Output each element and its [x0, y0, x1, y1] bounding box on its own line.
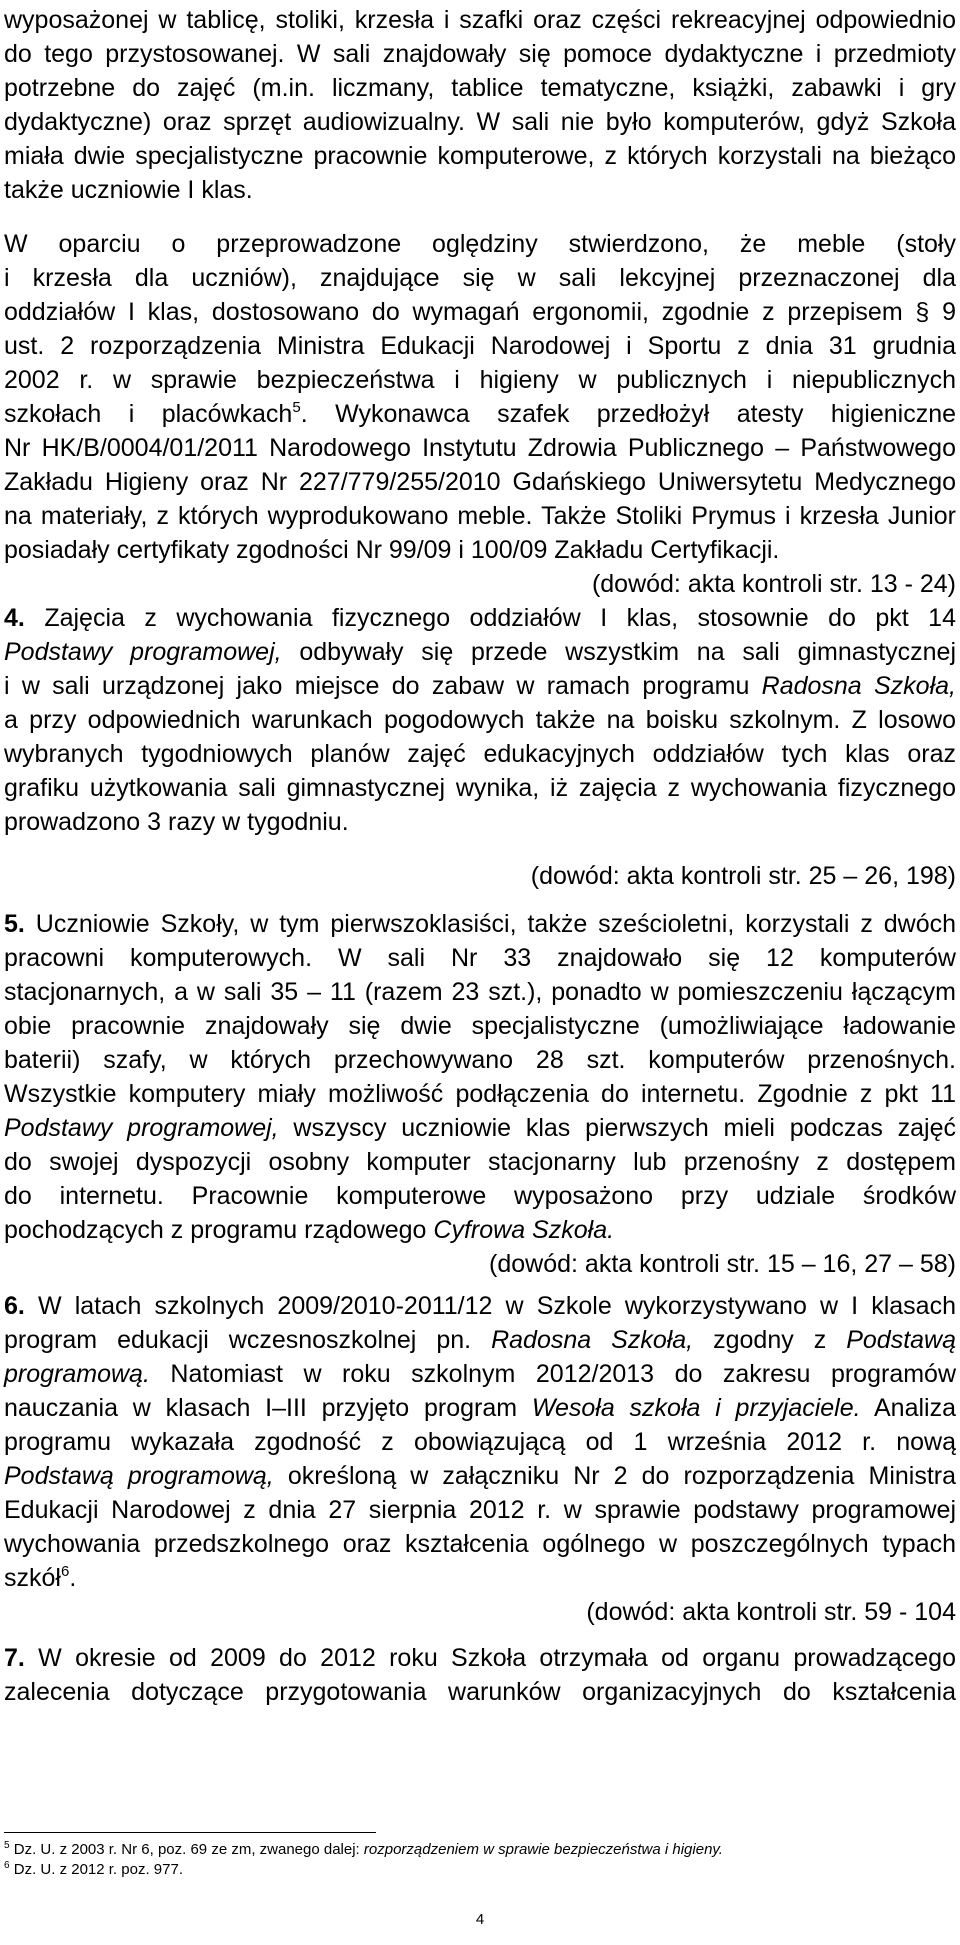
footnote-italic: rozporządzeniem w sprawie bezpieczeństwa i higieny.	[363, 1841, 723, 1858]
section-number: 7.	[4, 1644, 25, 1672]
text-span: Natomiast w roku szkolnym 2012/2013 do zakresu programów	[149, 1360, 956, 1388]
text-span: . Wykonawca szafek przedłożył atesty higieniczne	[300, 400, 956, 428]
text-italic: Wesoła szkoła i przyjaciele.	[531, 1394, 861, 1422]
text-line: ust. 2 rozporządzenia Ministra Edukacji Narodowej i Sportu z dnia 31 grudnia	[4, 332, 956, 360]
evidence-reference: (dowód: akta kontroli str. 13 - 24)	[591, 570, 956, 598]
text-span: Uczniowie Szkoły, w tym pierwszoklasiści, także sześcioletni, korzystali z dwóch	[24, 910, 956, 938]
text-span: pochodzących z programu rządowego	[4, 1216, 434, 1244]
text-line: także uczniowie I klas.	[4, 176, 253, 204]
text-italic: Podstawy programowej,	[4, 638, 282, 666]
text-line: 2002 r. w sprawie bezpieczeństwa i higieny w publicznych i niepublicznych	[4, 366, 956, 394]
text-line: do internetu. Pracownie komputerowe wyposażono przy udziale środków	[4, 1182, 956, 1210]
text-line: Wszystkie komputery miały możliwość podłączenia do internetu. Zgodnie z pkt 11	[4, 1080, 956, 1108]
text-span: program edukacji wczesnoszkolnej pn.	[4, 1326, 492, 1354]
footnote-text: Dz. U. z 2003 r. Nr 6, poz. 69 ze zm, zwanego dalej:	[9, 1841, 364, 1858]
text-italic: Podstawą	[846, 1326, 957, 1354]
text-span: W okresie od 2009 do 2012 roku Szkoła otrzymała od organu prowadzącego	[24, 1644, 956, 1672]
evidence-reference: (dowód: akta kontroli str. 59 - 104	[586, 1598, 956, 1626]
text-line: wychowania przedszkolnego oraz kształcenia ogólnego w poszczególnych typach	[4, 1530, 956, 1558]
footnote-ref-5: 5	[292, 399, 301, 416]
text-line: W oparciu o przeprowadzone oględziny stwierdzono, że meble (stoły	[4, 230, 956, 258]
footnote-text: Dz. U. z 2012 r. poz. 977.	[9, 1861, 183, 1878]
footnote-mark: 6	[4, 1860, 10, 1871]
text-line: obie pracownie znajdowały się dwie specjalistyczne (umożliwiające ładowanie	[4, 1012, 956, 1040]
section-number: 4.	[4, 604, 25, 632]
footnote-5	[4, 1840, 723, 1860]
text-line: pracowni komputerowych. W sali Nr 33 znajdowało się 12 komputerów	[4, 944, 956, 972]
text-line: stacjonarnych, a w sali 35 – 11 (razem 23 szt.), ponadto w pomieszczeniu łączącym	[4, 978, 956, 1006]
text-italic: Podstawą programową,	[4, 1462, 274, 1490]
section-number: 6.	[4, 1292, 25, 1320]
footnote-6	[4, 1860, 183, 1880]
text-line: Zakładu Higieny oraz Nr 227/779/255/2010 Gdańskiego Uniwersytetu Medycznego	[4, 468, 956, 496]
text-span: Zajęcia z wychowania fizycznego oddziałów I klas, stosownie do pkt 14	[24, 604, 956, 632]
text-line: dydaktyczne) oraz sprzęt audiowizualny. W sali nie było komputerów, gdyż Szkoła	[4, 108, 956, 136]
text-span: W latach szkolnych 2009/2010-2011/12 w Szkole wykorzystywano w I klasach	[24, 1292, 956, 1320]
text-line: i krzesła dla uczniów), znajdujące się w sali lekcyjnej przeznaczonej dla	[4, 264, 956, 292]
footnote-mark: 5	[4, 1840, 10, 1851]
text-line: a przy odpowiednich warunkach pogodowych także na boisku szkolnym. Z losowo	[4, 706, 956, 734]
text-italic: Cyfrowa Szkoła.	[433, 1216, 615, 1244]
text-line: grafiku użytkowania sali gimnastycznej wynika, iż zajęcia z wychowania fizycznego	[4, 774, 956, 802]
text-line: oddziałów I klas, dostosowano do wymagań ergonomii, zgodnie z przepisem § 9	[4, 298, 956, 326]
text-span: .	[69, 1564, 77, 1592]
text-line: posiadały certyfikaty zgodności Nr 99/09 i 100/09 Zakładu Certyfikacji.	[4, 536, 780, 564]
text-line: wyposażonej w tablicę, stoliki, krzesła i szafki oraz części rekreacyjnej odpowiednio	[4, 6, 956, 34]
text-line: prowadzono 3 razy w tygodniu.	[4, 808, 349, 836]
text-line: potrzebne do zajęć (m.in. liczmany, tablice tematyczne, książki, zabawki i gry	[4, 74, 956, 102]
text-line: Edukacji Narodowej z dnia 27 sierpnia 2012 r. w sprawie podstawy programowej	[4, 1496, 956, 1524]
text-line: zalecenia dotyczące przygotowania warunków organizacyjnych do kształcenia	[4, 1678, 956, 1706]
text-line: programu wykazała zgodność z obowiązującą od 1 września 2012 r. nową	[4, 1428, 956, 1456]
text-span: określoną w załączniku Nr 2 do rozporządzenia Ministra	[273, 1462, 957, 1490]
footnote-ref-6: 6	[60, 1563, 70, 1580]
text-line: na materiały, z których wyprodukowano meble. Także Stoliki Prymus i krzesła Junior	[4, 502, 956, 530]
text-span: nauczania w klasach I–III przyjęto program	[4, 1394, 532, 1422]
page-number: 4	[475, 1911, 485, 1928]
footnote-divider	[4, 1832, 376, 1833]
text-line: miała dwie specjalistyczne pracownie komputerowe, z których korzystali na bieżąco	[4, 142, 956, 170]
text-span: Analiza	[860, 1394, 956, 1422]
text-italic: programową.	[4, 1360, 150, 1388]
text-span: szkołach i placówkach	[4, 400, 293, 428]
text-line: wybranych tygodniowych planów zajęć edukacyjnych oddziałów tych klas oraz	[4, 740, 956, 768]
text-line: do swojej dyspozycji osobny komputer stacjonarny lub przenośny z dostępem	[4, 1148, 956, 1176]
text-line: do tego przystosowanej. W sali znajdowały się pomoce dydaktyczne i przedmioty	[4, 40, 956, 68]
section-number: 5.	[4, 910, 25, 938]
text-span: i w sali urządzonej jako miejsce do zabaw w ramach programu	[4, 672, 762, 700]
text-line: baterii) szafy, w których przechowywano 28 szt. komputerów przenośnych.	[4, 1046, 956, 1074]
text-italic: Podstawy programowej,	[4, 1114, 279, 1142]
text-span: wszyscy uczniowie klas pierwszych mieli podczas zajęć	[278, 1114, 956, 1142]
text-span: odbywały się przede wszystkim na sali gimnastycznej	[281, 638, 956, 666]
text-span: zgodny z	[693, 1326, 847, 1354]
text-italic: Radosna Szkoła,	[761, 672, 956, 700]
text-italic: Radosna Szkoła,	[491, 1326, 694, 1354]
text-span: szkół	[4, 1564, 61, 1592]
text-line: Nr HK/B/0004/01/2011 Narodowego Instytutu Zdrowia Publicznego – Państwowego	[4, 434, 956, 462]
evidence-reference: (dowód: akta kontroli str. 25 – 26, 198)	[530, 862, 956, 890]
evidence-reference: (dowód: akta kontroli str. 15 – 16, 27 – 58)	[489, 1250, 956, 1278]
